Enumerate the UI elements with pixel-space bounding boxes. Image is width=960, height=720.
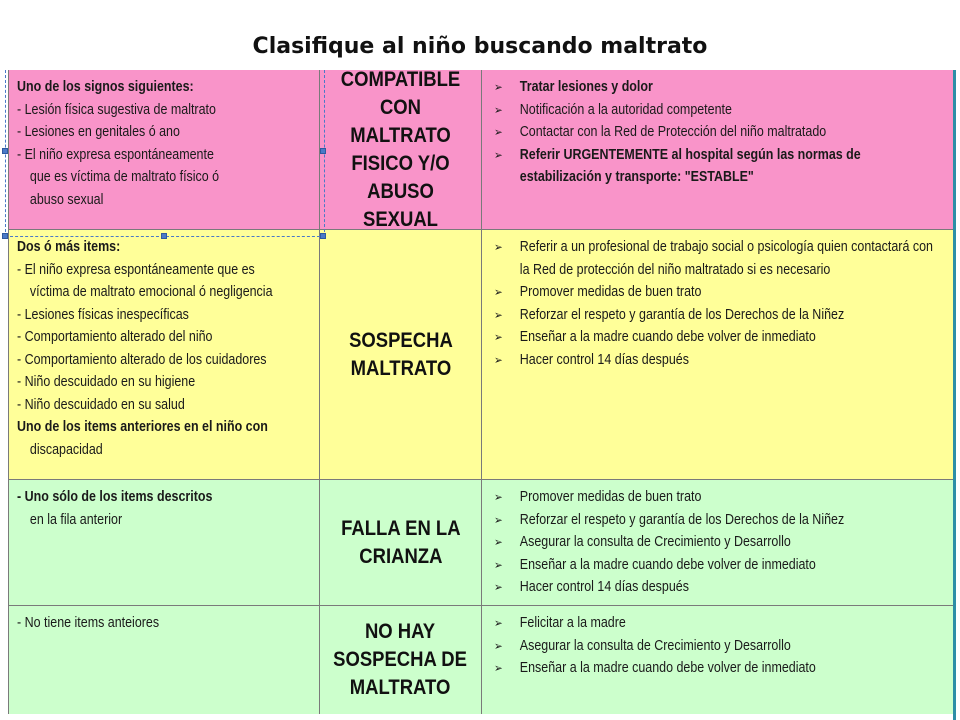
signs-cell: [9, 230, 320, 479]
sign-line: - No tiene items anteiores: [17, 615, 160, 631]
classification-cell: [320, 230, 482, 479]
sign-line: que es víctima de maltrato físico ó: [29, 169, 220, 185]
classification-label: FALLA EN LA CRIANZA: [340, 516, 461, 568]
slide-edge-bar: [953, 70, 956, 720]
actions-cell: [482, 606, 953, 714]
action-item: [494, 657, 944, 680]
action-item: [494, 99, 944, 122]
sign-line: Dos ó más items:: [17, 239, 121, 255]
actions-cell: [482, 480, 953, 605]
sign-line: Uno de los items anteriores en el niño con: [17, 419, 268, 435]
arrowhead-bullet-icon: ➢: [494, 330, 503, 344]
action-item: [494, 326, 944, 349]
classification-cell: [320, 480, 482, 605]
selection-outline: [5, 70, 325, 237]
action-item: [494, 509, 944, 532]
action-item: [494, 144, 944, 189]
sign-line: - Comportamiento alterado de los cuidadores: [17, 351, 267, 368]
arrowhead-bullet-icon: ➢: [494, 285, 503, 299]
action-item: [494, 236, 944, 281]
arrowhead-bullet-icon: ➢: [494, 147, 503, 162]
arrowhead-bullet-icon: ➢: [494, 638, 503, 653]
arrowhead-bullet-icon: ➢: [494, 557, 503, 572]
arrowhead-bullet-icon: ➢: [494, 490, 503, 504]
table-row-no-hay: [9, 606, 953, 714]
resize-handle[interactable]: [320, 148, 326, 154]
classification-label: NO HAY SOSPECHA DE MALTRATO: [333, 620, 468, 699]
action-text: Asegurar la consulta de Crecimiento y Desarrollo: [519, 534, 791, 550]
table-row-falla: [9, 480, 953, 606]
sign-line: Uno de los signos siguientes:: [17, 79, 194, 95]
arrowhead-bullet-icon: ➢: [494, 102, 503, 117]
signs-cell: [9, 480, 320, 605]
arrowhead-bullet-icon: ➢: [494, 580, 503, 594]
arrowhead-bullet-icon: ➢: [494, 352, 503, 367]
action-item: [494, 304, 944, 327]
action-item: [494, 486, 944, 509]
action-item: [494, 76, 944, 99]
sign-line: - Lesiones físicas inespecíficas: [17, 306, 189, 323]
resize-handle[interactable]: [320, 233, 326, 239]
sign-line: víctima de maltrato emocional ó negligencia: [29, 284, 273, 300]
action-text: Enseñar a la madre cuando debe volver de inmediato: [519, 660, 816, 676]
action-item: [494, 612, 944, 635]
classification-label: SOSPECHA MALTRATO: [348, 328, 453, 380]
sign-line: - Lesión física sugestiva de maltrato: [17, 101, 216, 118]
action-text: Tratar lesiones y dolor: [519, 79, 653, 95]
classification-label: COMPATIBLE CON MALTRATO FISICO Y/O ABUSO SEXUAL: [340, 70, 461, 229]
action-text: Referir URGENTEMENTE al hospital según las normas de estabilización y transporte: "ESTABLE": [519, 146, 861, 185]
sign-line: - Comportamiento alterado del niño: [17, 329, 213, 345]
resize-handle[interactable]: [2, 233, 8, 239]
action-text: Promover medidas de buen trato: [519, 284, 702, 300]
action-item: [494, 531, 944, 554]
arrowhead-bullet-icon: ➢: [494, 512, 503, 527]
sign-line: - Lesiones en genitales ó ano: [17, 124, 180, 140]
action-text: Reforzar el respeto y garantía de los Derechos de la Niñez: [519, 306, 845, 323]
arrowhead-bullet-icon: ➢: [494, 616, 503, 630]
sign-line: en la fila anterior: [29, 511, 123, 528]
sign-line: - Niño descuidado en su salud: [17, 396, 185, 413]
action-text: Notificación a la autoridad competente: [519, 101, 732, 118]
classification-cell: [320, 606, 482, 714]
arrowhead-bullet-icon: ➢: [494, 307, 503, 322]
action-text: Referir a un profesional de trabajo social o psicología quien contactará con la Red de protección del niño maltratado si es necesario: [519, 239, 933, 278]
sign-line: abuso sexual: [29, 191, 104, 208]
action-item: [494, 635, 944, 658]
action-item: [494, 349, 944, 372]
action-item: [494, 576, 944, 599]
action-item: [494, 554, 944, 577]
action-item: [494, 121, 944, 144]
action-text: Enseñar a la madre cuando debe volver de inmediato: [519, 556, 816, 573]
action-text: Reforzar el respeto y garantía de los Derechos de la Niñez: [519, 511, 845, 528]
sign-line: discapacidad: [29, 441, 103, 458]
action-item: [494, 281, 944, 304]
signs-cell: [9, 606, 320, 714]
arrowhead-bullet-icon: ➢: [494, 80, 503, 94]
actions-cell: [482, 230, 953, 479]
actions-cell: [482, 70, 953, 229]
arrowhead-bullet-icon: ➢: [494, 535, 503, 549]
action-text: Contactar con la Red de Protección del niño maltratado: [519, 124, 827, 140]
sign-line: - Niño descuidado en su higiene: [17, 374, 196, 390]
arrowhead-bullet-icon: ➢: [494, 125, 503, 139]
classification-cell: [320, 70, 482, 229]
page-title: Clasifique al niño buscando maltrato: [252, 34, 708, 59]
sign-line: - El niño expresa espontáneamente que es: [17, 261, 255, 278]
arrowhead-bullet-icon: ➢: [494, 661, 503, 675]
action-text: Hacer control 14 días después: [519, 351, 689, 368]
action-text: Felicitar a la madre: [519, 615, 626, 631]
action-text: Promover medidas de buen trato: [519, 489, 702, 505]
resize-handle[interactable]: [2, 148, 8, 154]
arrowhead-bullet-icon: ➢: [494, 240, 503, 254]
action-text: Enseñar a la madre cuando debe volver de inmediato: [519, 329, 816, 345]
table-row-sospecha: [9, 230, 953, 480]
action-text: Asegurar la consulta de Crecimiento y Desarrollo: [519, 637, 791, 654]
sign-line: - Uno sólo de los items descritos: [17, 489, 213, 505]
resize-handle[interactable]: [161, 233, 167, 239]
action-text: Hacer control 14 días después: [519, 579, 689, 595]
sign-line: - El niño expresa espontáneamente: [17, 146, 214, 163]
